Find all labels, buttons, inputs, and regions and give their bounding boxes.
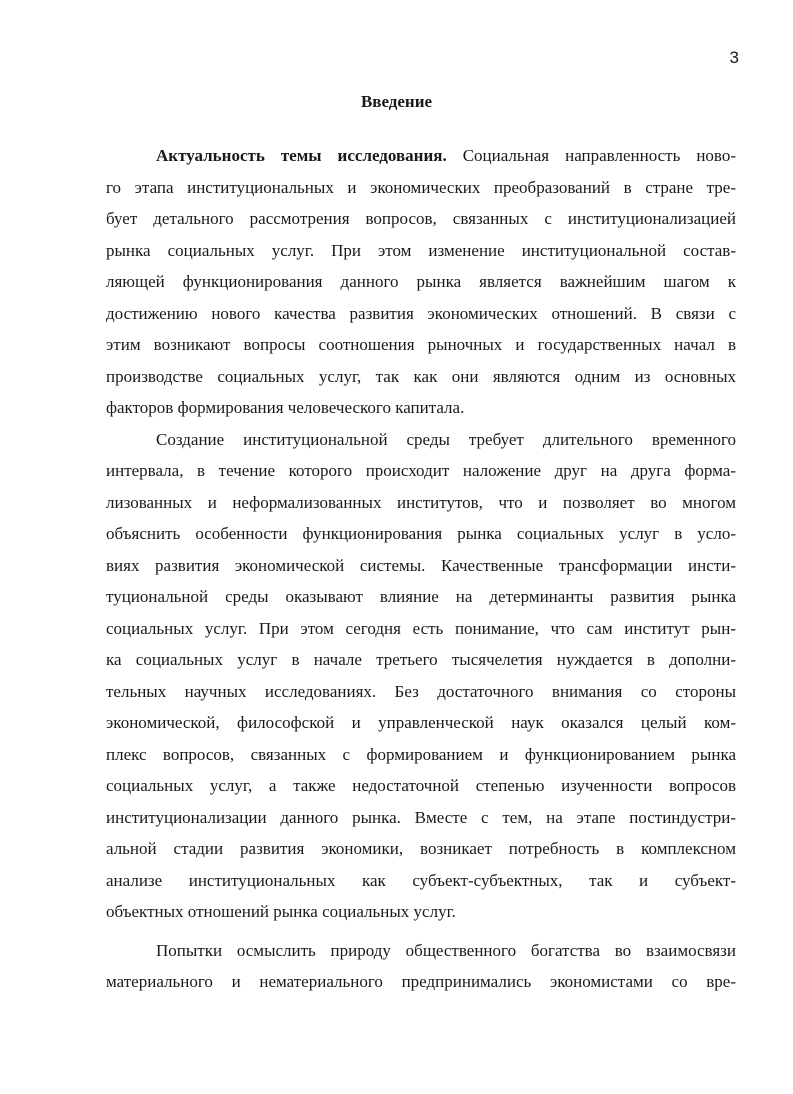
paragraph-2-line-9: тельных научных исследованиях. Без достаточного внимания со стороны: [106, 681, 736, 701]
paragraph-2-line-15: анализе институциональных как субъект-субъектных, так и субъект-: [106, 870, 736, 890]
body-text: [106, 140, 736, 998]
paragraph-1-line-2: го этапа институциональных и экономических преобразований в стране тре-: [106, 177, 736, 197]
paragraph-1-line-6: достижению нового качества развития экономических отношений. В связи с: [106, 303, 736, 323]
page-number: 3: [729, 48, 739, 67]
paragraph-1-line-1-text: Социальная направленность ново-: [446, 146, 737, 165]
paragraph-3-line-1: Попытки осмыслить природу общественного богатства во взаимосвязи: [156, 940, 736, 960]
paragraph-2-line-16: объектных отношений рынка социальных услуг.: [106, 902, 456, 921]
paragraph-2-line-12: социальных услуг, а также недостаточной степенью изученности вопросов: [106, 776, 736, 795]
paragraph-1-line-1: [106, 140, 736, 172]
paragraph-2-line-6: туциональной среды оказывают влияние на детерминанты развития рынка: [106, 587, 736, 606]
paragraph-2-line-8: ка социальных услуг в начале третьего тысячелетия нуждается в дополни-: [106, 650, 736, 669]
paragraph-2-line-2: интервала, в течение которого происходит наложение друг на друга форма-: [106, 461, 736, 480]
paragraph-1-line-3: бует детального рассмотрения вопросов, связанных с институционализацией: [106, 209, 736, 228]
paragraph-2-line-14: альной стадии развития экономики, возникает потребность в комплексном: [106, 839, 736, 858]
paragraph-2-line-4: объяснить особенности функционирования рынка социальных услуг в усло-: [106, 524, 736, 543]
paragraph-1-line-4: рынка социальных услуг. При этом изменение институциональной состав-: [106, 240, 736, 260]
section-heading: Введение: [360, 92, 433, 111]
paragraph-1-line-9: факторов формирования человеческого капитала.: [106, 398, 465, 417]
paragraph-2-line-7: социальных услуг. При этом сегодня есть понимание, что сам институт рын-: [106, 618, 736, 638]
paragraph-1-line-7: этим возникают вопросы соотношения рыночных и государственных начал в: [106, 335, 736, 354]
paragraph-2-line-11: плекс вопросов, связанных с формированием и функционированием рынка: [106, 744, 736, 764]
paragraph-2-line-10: экономической, философской и управленческой наук оказался целый ком-: [106, 713, 736, 732]
paragraph-2-line-3: лизованных и неформализованных институтов, что и позволяет во многом: [106, 492, 736, 512]
paragraph-2-line-13: институционализации данного рынка. Вместе с тем, на этапе постиндустри-: [106, 807, 736, 827]
paragraph-1-lead: Актуальность темы исследования.: [156, 146, 447, 165]
paragraph-2-line-1: Создание институциональной среды требует длительного временного: [156, 429, 736, 449]
paragraph-1-line-5: ляющей функционирования данного рынка является важнейшим шагом к: [106, 272, 736, 291]
paragraph-1-line-8: производстве социальных услуг, так как они являются одним из основных: [106, 366, 736, 386]
paragraph-2-line-5: виях развития экономической системы. Качественные трансформации инсти-: [106, 555, 736, 575]
paragraph-3-line-2: материального и нематериального предпринимались экономистами со вре-: [106, 972, 736, 991]
